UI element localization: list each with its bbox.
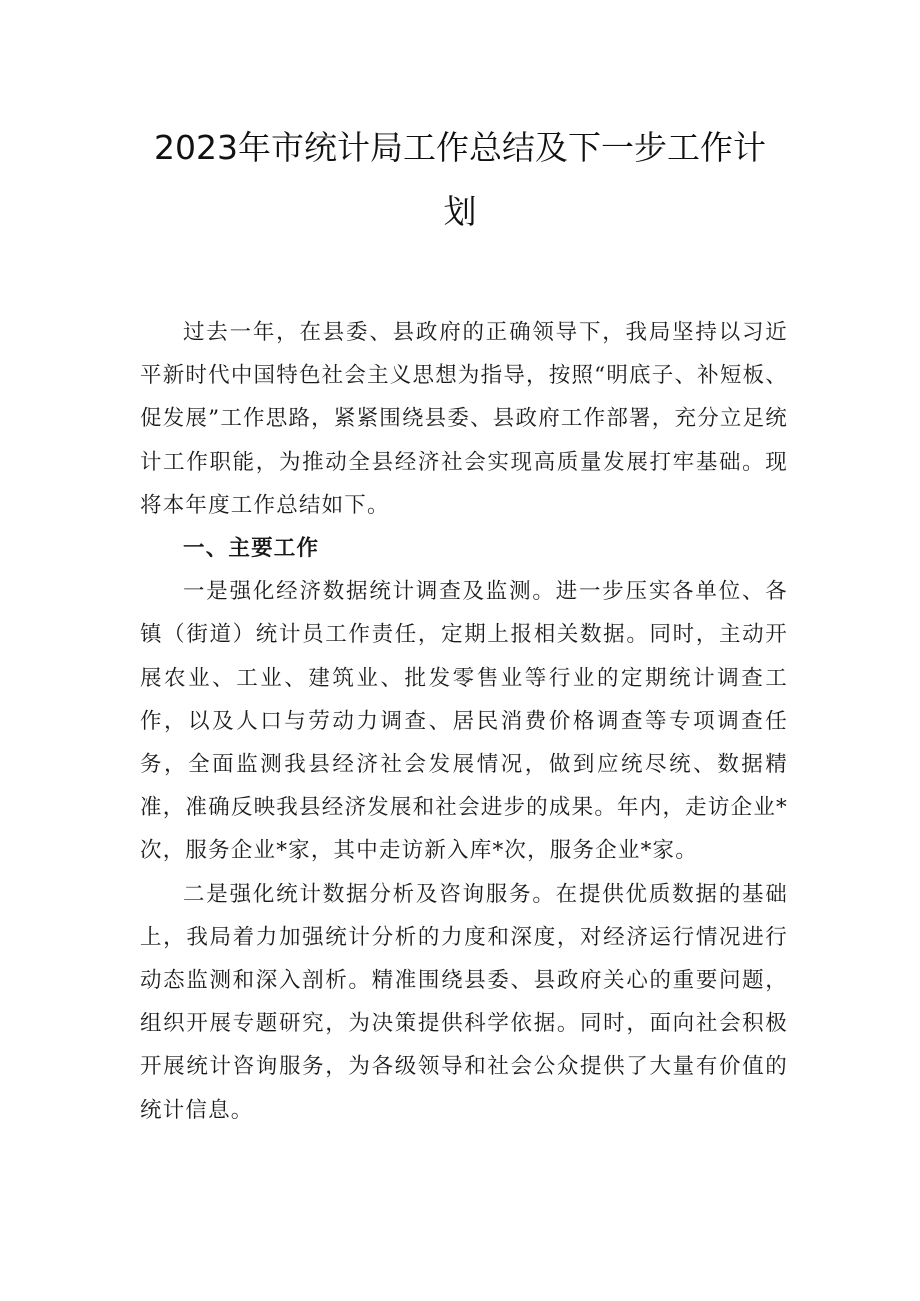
work-item-1-paragraph: 一是强化经济数据统计调查及监测。进一步压实各单位、各镇（街道）统计员工作责任，定期上报相关数据。同时，主动开展农业、工业、建筑业、批发零售业等行业的定期统计调查工作，以及人口与劳动力调查、居民消费价格调查等专项调查任务，全面监测我县经济社会发展情况，做到应统尽统、数据精准，准确反映我县经济发展和社会进步的成果。年内，走访企业*次，服务企业*家，其中走访新入库*次，服务企业*家。 xyxy=(140,579,788,864)
document-title-line-2: 划 xyxy=(443,192,477,231)
document-title-line-1: 2023年市统计局工作总结及下一步工作计 xyxy=(154,128,766,167)
document-body xyxy=(140,311,788,1132)
intro-paragraph: 过去一年，在县委、县政府的正确领导下，我局坚持以习近平新时代中国特色社会主义思想为指导，按照“明底子、补短板、促发展”工作思路，紧紧围绕县委、县政府工作部署，充分立足统计工作职能，为推动全县经济社会实现高质量发展打牢基础。现将本年度工作总结如下。 xyxy=(140,320,788,518)
section-heading-main-work: 一、主要工作 xyxy=(183,536,320,562)
work-item-2-paragraph: 二是强化统计数据分析及咨询服务。在提供优质数据的基础上，我局着力加强统计分析的力度和深度，对经济运行情况进行动态监测和深入剖析。精准围绕县委、县政府关心的重要问题，组织开展专题研究，为决策提供科学依据。同时，面向社会积极开展统计咨询服务，为各级领导和社会公众提供了大量有价值的统计信息。 xyxy=(140,881,788,1123)
